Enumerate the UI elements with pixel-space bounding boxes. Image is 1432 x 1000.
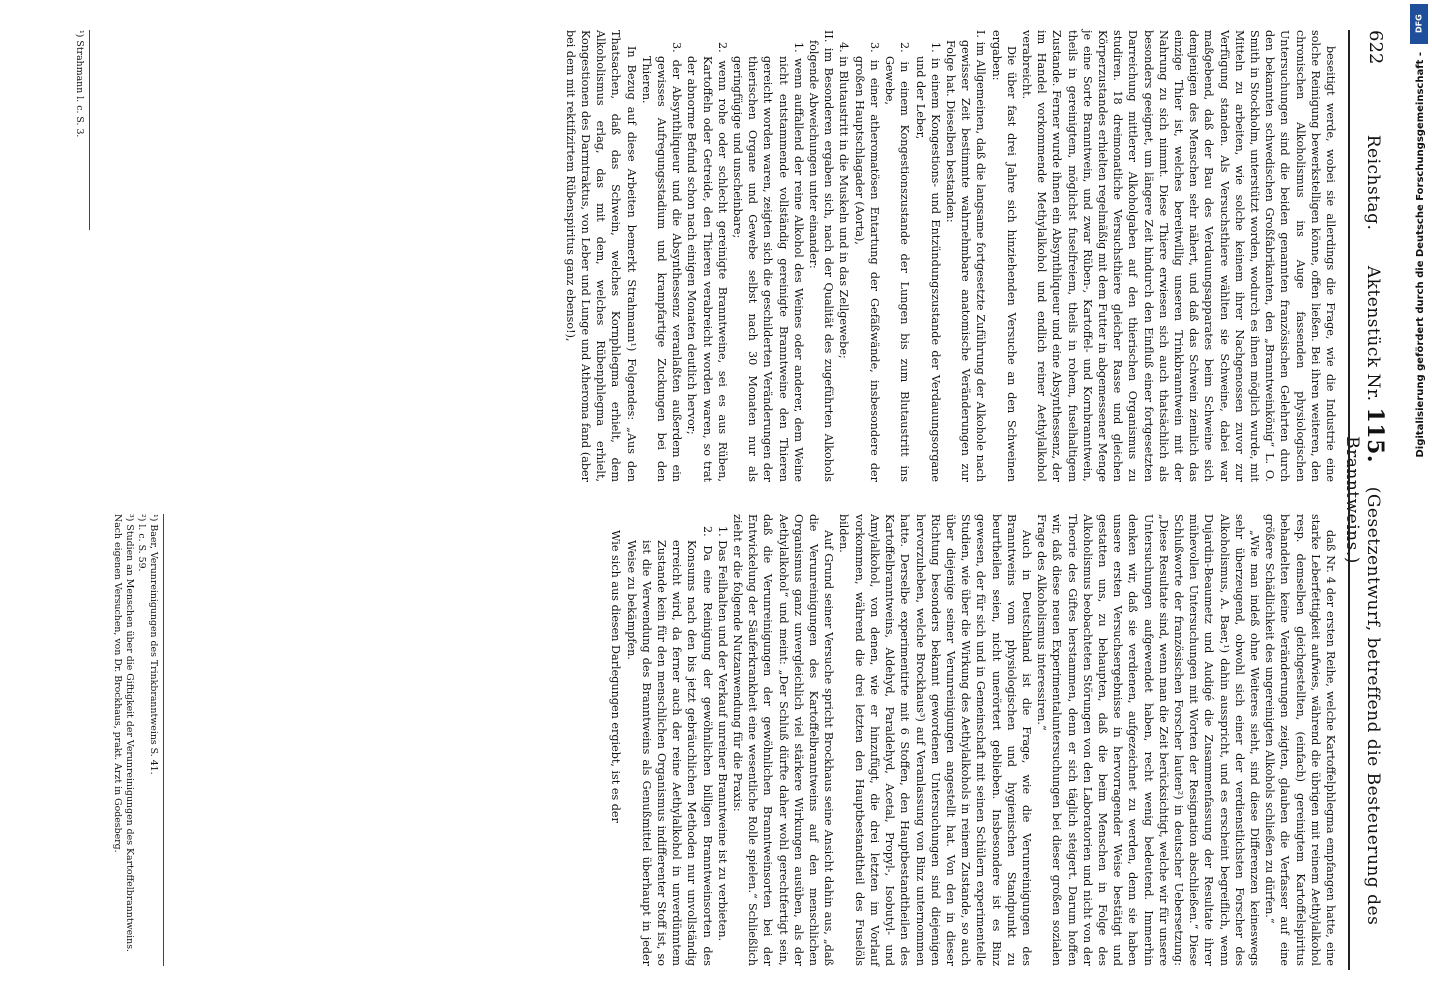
list-item: 2. in einem Kongestionszustande der Lungen bis zum Blutaustritt ins Gewebe, bbox=[883, 42, 912, 482]
paragraph: daß Nr. 4 der ersten Reihe, welche Kartoffelphlegma empfangen hatte, eine starke Leberfettigkeit aufwies, während die übrigen mit reinem Aethylalkohol resp. demselben gleichgestellten, (einfach) gereinigtem Kartoffelspiritus behandelten keine Veränderungen zeigten, glauben die Verfasser auf eine größere Schädlichkeit des ungereinigten Alkohols schließen zu dürfen.“ bbox=[1263, 514, 1337, 966]
paragraph: Auch in Deutschland ist die Frage, wie die Verunreinigungen des Branntweins vom physiologischen und hygienischen Standpunkt zu beurtheilen seien, nicht unerörtert geblieben. Insbesondere ist es Binz gewesen, der für sich und in Gemeinschaft mit seinen Schülern experimentelle Studien, wie über die Wirkung des Aethylalkohols in reinem Zustande, so auch über diejenige seiner Verunreinigungen angestellt hat. Von den in dieser Richtung besonders bekannt gewordenen Untersuchungen sind diejenigen hervorzuheben, welche Brockhaus³) auf Veranlassung von Binz unternommen hatte. Derselbe experimentirte mit 6 Stoffen, den Hauptbestandtheilen des Kartoffelbranntweins, Aldehyd, Paraldehyd, Acetal, Propyl-, Isobutyl- und Amylalkohol, von denen, wie er hinzufügt, die drei letzten im Vorlauf vorkommen, während die drei letzten den Hauptbestandtheil des Fuselöls bilden. bbox=[837, 514, 1033, 966]
list-heading: II. im Besonderen ergaben sich, nach der Qualität des zugeführten Alkohols folgende Abweichungen unter einander: bbox=[807, 30, 836, 482]
header-right: (Gesetzentwurf, betreffend die Besteuerung des Branntweins.) bbox=[1342, 436, 1383, 926]
right-column bbox=[608, 514, 1338, 966]
running-header bbox=[1342, 30, 1392, 970]
rotated-page bbox=[30, 30, 1402, 970]
header-doc-label: Aktenstück Nr. bbox=[1363, 265, 1383, 402]
header-left: Reichstag. bbox=[1363, 134, 1383, 231]
list-item: 3. der Absynthliqueur und die Absynthessenz veranlaßten außerdem ein gewisses Aufregungsstadium und krampfartige Zuckungen bei den Thieren. bbox=[639, 42, 684, 482]
paragraph: Die über fast drei Jahre sich hinziehenden Versuche an den Schweinen ergaben: bbox=[989, 30, 1018, 482]
paragraph: Wie sich aus diesen Darlegungen ergiebt, ist es der bbox=[609, 530, 623, 823]
digitization-credit: Digitalisierung gefördert durch die Deutsche Forschungsgemeinschaft - bbox=[1415, 52, 1426, 458]
list-item: 2. Da eine Reinigung der gewöhnlichen billigen Branntweinsorten des Konsums nach den bis jetzt gebräuchlichen Methoden nur unvollständig erreicht wird, da ferner auch der reine Aethylalkohol in unverdünntem Zustande kein für den menschlichen Organismus indifferenter Stoff ist, so ist die Verwendung des Branntweins als Genußmittel überhaupt in jeder Weise zu bekämpfen. bbox=[624, 526, 714, 966]
footnote: ³) Studien an Menschen über die Giftigkeit der Verunreinigungen des Kartoffelbranntweins. Nach eigenen Versuchen, von Dr. Brockhaus, prakt. Arzt in Godesberg. bbox=[112, 514, 135, 953]
list-item: 3. in einer atheromatösen Entartung der Gefäßwände, insbesondere der großen Hauptschlagader (Aorta), bbox=[852, 42, 881, 482]
paragraph: „Wie man indeß ohne Weiteres sieht, sind diese Differenzen keineswegs sehr überzeugend, obwohl sich einer der verdienstlichsten Forscher des Alkoholismus, A. Baer,¹) dahin ausspricht, und es erscheint begreiflich, wenn Dujardin-Beaumetz und Audigé die Zusammenfassung der Resultate ihrer mühevollen Untersuchungen mit Worten der Resignation abschließen.“ Diese Schlußworte der französischen Forscher lauten²) in deutscher Uebersetzung: „Diese Resultate sind, wenn man die Zeit berücksichtigt, welche wir für unsere Untersuchungen aufgewendet haben, recht wenig bedeutend. Immerhin denken wir, daß sie verdienen, aufgezeichnet zu werden, denn sie haben unsere ersten Versuchsergebnisse in hervorragender Weise bestätigt und gestatten uns, zu behaupten, daß die beim Menschen in Folge des Alkoholismus beobachteten Störungen von den Laboratorien und nicht von der Theorie des Giftes herstammen, denn er sich täglich steigert. Darum hoffen wir, daß diese neuen Experimentaluntersuchungen bei dieser großen sozialen Frage des Alkoholismus interessiren.“ bbox=[1035, 514, 1261, 966]
list-item: 1. Das Feilhalten und der Verkauf unreiner Branntweine ist zu verbieten. bbox=[715, 526, 729, 942]
dfg-logo: DFG bbox=[1410, 4, 1428, 44]
footnote: ¹) Baer, Verunreinigungen des Trinkbranntweins S. 41. bbox=[148, 514, 159, 775]
list-item: 1. in einem Kongestions- und Entzündungszustande der Verdauungsorgane und der Leber, bbox=[913, 42, 942, 482]
paragraph: beseitigt werde, wobei sie allerdings die Frage, wie die Industrie eine solche Reinigung bewerkstelligen könne, offen ließen. Bei ihren weiteren, den chronischen Alkoholismus ins Auge fassenden physiologischen Untersuchungen sind die beiden genannten französischen Gelehrten durch den bekannten schwedischen Großfabrikanten, den „Branntweinkönig“ L. O. Smith in Stockholm, unterstützt worden, wodurch es ihnen möglich wurde, mit Mitteln zu arbeiten, wie solche keinem ihrer Nachgenossen zuvor zur Verfügung standen. Als Versuchsthiere wählten sie Schweine, dabei war maßgebend, daß der Bau des Verdauungsapparates beim Schweine sich demjenigen des Menschen sehr nähert, und daß das Schwein ziemlich das einzige Thier ist, welches bereitwillig unseren Trinkbranntwein mit der Nahrung zu sich nimmt. Diese Thiere erwiesen sich auch thatsächlich als besonders geeignet, um längere Zeit hindurch den Einfluß einer fortgesetzten Darreichung mittlerer Alkoholgaben auf den thierischen Organismus zu studiren. 18 dreimonatliche Versuchsthiere gleicher Rasse und gleichen Körperzustandes erhielten regelmäßig mit dem Futter in abgemessener Menge je eine Sorte Branntwein, und zwar Rüben-, Kartoffel- und Kornbranntwein, theils in gereinigtem, möglichst fuselfreiem, theils in rohem, fuselhaltigem Zustande. Ferner wurde ihnen ein Absynthliqueur und eine Absynthessenz, der im Handel vorkommende Methylalkohol und endlich reiner Aethylalkohol verabreicht. bbox=[1019, 30, 1337, 482]
header-rule bbox=[1348, 30, 1350, 970]
list-heading: I. im Allgemeinen, daß die langsame fortgesetzte Zuführung der Alkohole nach gewisser Zeit bestimmte wahrnehmbare anatomische Veränderungen zur Folge hat. Dieselben bestanden: bbox=[943, 30, 988, 482]
list-item: 2. wenn rohe oder schlecht gereinigte Branntweine, sei es aus Rüben, Kartoffeln oder Getreide, den Thieren verabreicht worden waren, so trat der abnorme Befund schon nach einigen Monaten deutlich hervor; bbox=[685, 42, 729, 482]
footnote-left bbox=[73, 30, 90, 230]
list-item: 1. wenn auffallend der reine Alkohol des Weines oder anderer, dem Weine nicht entstammende vollständig gereinigte Branntweine den Thieren gereicht worden waren, zeigten sich die geschilderten Veränderungen der thierischen Organe und Gewebe selbst nach 30 Monaten nur als geringfügige und unscheinbare; bbox=[731, 42, 805, 482]
left-column bbox=[563, 30, 1338, 482]
footnote: ²) l. c. S. 59. bbox=[136, 514, 147, 572]
paragraph: In Bezug auf diese Arbeiten bemerkt Strahmann¹) Folgendes: „Aus den Thatsachen, daß das Schwein, welches Kornphlegma erhielt, dem Alkoholismus erlag, das mit dem, welches Rübenphlegma erhielt, Kongestionen des Darmtraktus, von Leber und Lunge und Atheroma fand (aber bei dem mit rektifizirtem Rübenspiritus ganz ebenso!), bbox=[563, 30, 638, 482]
footnotes-right bbox=[111, 514, 164, 966]
page-number: 622 bbox=[1365, 30, 1386, 65]
list-item: 4. in Blutaustritt in die Muskeln und in das Zellgewebe; bbox=[837, 42, 851, 359]
footnote: ¹) Strahmann l. c. S. 3. bbox=[74, 30, 85, 138]
header-doc-number: 115. bbox=[1362, 407, 1388, 464]
paragraph: Auf Grund seiner Versuche spricht Brockhaus seine Ansicht dahin aus, „daß die Verunreinigungen des Kartoffelbranntweins auf den menschlichen Organismus ganz unvergleichlich viel stärkere Wirkungen ausüben, als der Aethylalkohol“ und meint: „Der Schluß dürfte daher wohl gerechtfertigt sein, daß die Verunreinigungen der gewöhnlichen Branntweinsorten bei der Entwickelung der Säuferkrankheit eine wesentliche Rolle spielen.“ Schließlich zieht er die folgende Nutzanwendung für die Praxis: bbox=[731, 514, 836, 966]
